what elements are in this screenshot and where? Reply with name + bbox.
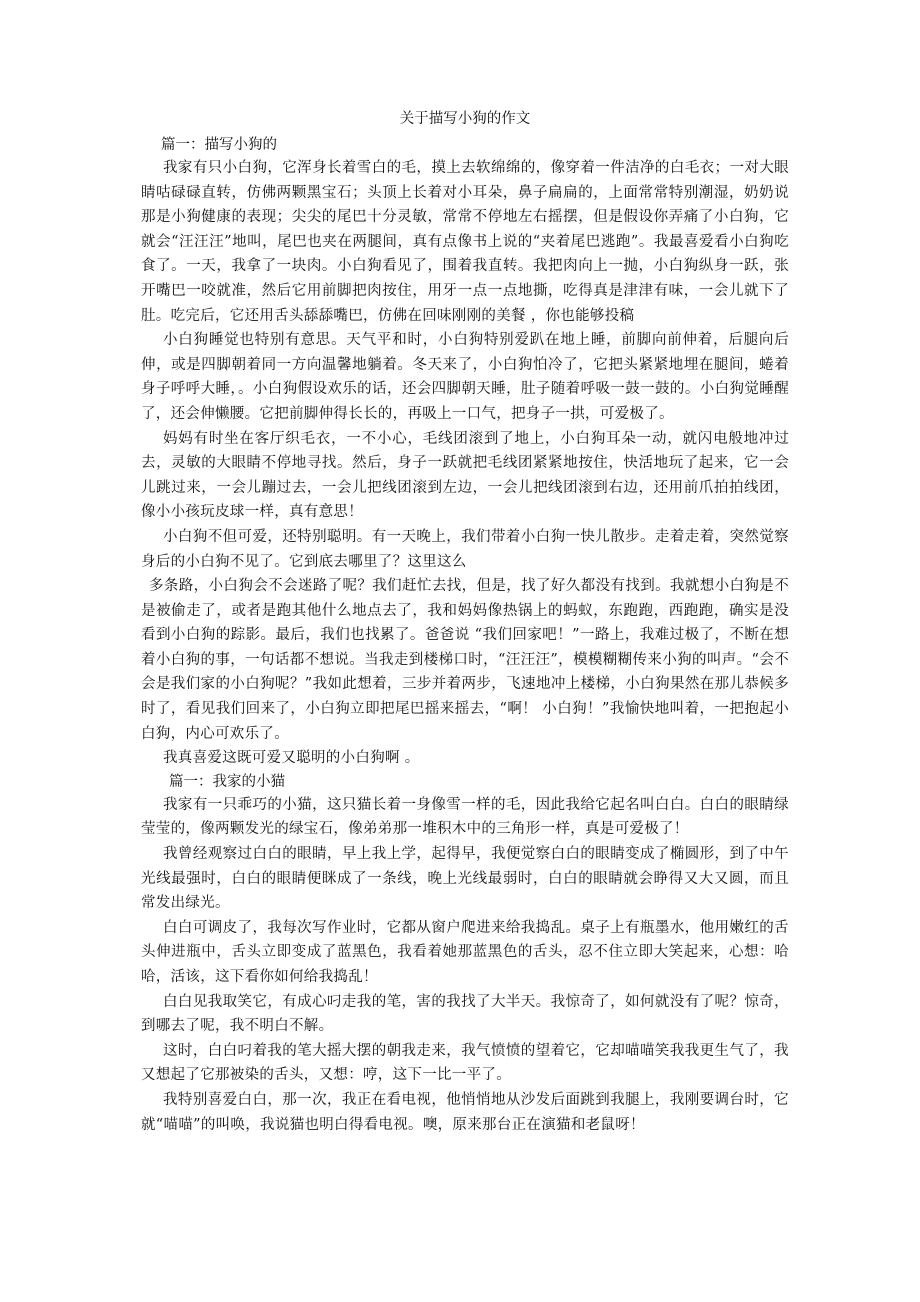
paragraph: 白白可调皮了，我每次写作业时，它都从窗户爬进来给我捣乱。桌子上有瓶墨水，他用嫩红的舌头伸进瓶中，舌头立即变成了蓝黑色，我看着她那蓝黑色的舌头，忍不住立即大笑起来，心想：哈哈，活该，这下看你如何给我捣乱！ bbox=[141, 919, 789, 985]
paragraph: 我家有只小白狗，它浑身长着雪白的毛，摸上去软绵绵的，像穿着一件洁净的白毛衣；一对大眼睛咕碌碌直转，仿佛两颗黑宝石；头顶上长着对小耳朵，鼻子扁扁的，上面常常特别潮湿，奶奶说那是小狗健康的表现；尖尖的尾巴十分灵敏，常常不停地左右摇摆，但是假设你弄痛了小白狗，它就会“汪汪汪”地叫，尾巴也夹在两腿间，真有点像书上说的“夹着尾巴逃跑”。我最喜爱看小白狗吃食了。一天，我拿了一块肉。小白狗看见了，围着我直转。我把肉向上一抛，小白狗纵身一跃，张开嘴巴一咬就准，然后它用前脚把肉按住，用牙一点一点地撕，吃得真是津津有味，一会儿就下了肚。吃完后，它还用舌头舔舔嘴巴，仿佛在回味刚刚的美餐 ，你也能够投稿 bbox=[141, 160, 789, 324]
document-title: 关于描写小狗的作文 bbox=[399, 111, 531, 127]
paragraph: 白白见我取笑它，有成心叼走我的笔，害的我找了大半天。我惊奇了，如何就没有了呢？惊奇，到哪去了呢，我不明白不解。 bbox=[141, 993, 789, 1035]
paragraph: 我特别喜爱白白，那一次，我正在看电视，他悄悄地从沙发后面跳到我腿上，我刚要调台时，它就“喵喵”的叫唤，我说猫也明白得看电视。噢，原来那台正在演猫和老鼠呀！ bbox=[141, 1091, 789, 1133]
paragraph: 小白狗不但可爱，还特别聪明。有一天晚上，我们带着小白狗一快儿散步。走着走着，突然觉察身后的小白狗不见了。它到底去哪里了？这里这么 bbox=[141, 528, 789, 570]
paragraph: 妈妈有时坐在客厅织毛衣，一不小心，毛线团滚到了地上，小白狗耳朵一动，就闪电般地冲过去，灵敏的大眼睛不停地寻找。然后，身子一跃就把毛线团紧紧地按住，快活地玩了起来，它一会儿跳过来，一会儿蹦过去，一会儿把线团滚到左边，一会儿把线团滚到右边，还用前爪拍拍线团，像小小孩玩皮球一样，真有意思！ bbox=[141, 430, 789, 521]
paragraph: 我真喜爱这既可爱又聪明的小白狗啊 。 bbox=[163, 750, 420, 767]
paragraph: 我曾经观察过白白的眼睛，早上我上学，起得早，我便觉察白白的眼睛变成了椭圆形，到了中午光线最强时，白白的眼睛便眯成了一条线，晚上光线最弱时，白白的眼睛就会睁得又大又圆，而且常发出绿光。 bbox=[141, 846, 789, 912]
paragraph: 这时，白白叼着我的笔大摇大摆的朝我走来，我气愤愤的望着它，它却喵喵笑我我更生气了，我又想起了它那被染的舌头，又想：哼，这下一比一平了。 bbox=[141, 1042, 789, 1084]
paragraph: 多条路，小白狗会不会迷路了呢？我们赶忙去找，但是，找了好久都没有找到。我就想小白狗是不是被偷走了，或者是跑其他什么地点去了，我和妈妈像热锅上的蚂蚁，东跑跑，西跑跑，确实是没看到小白狗的踪影。最后，我们也找累了。爸爸说 “我们回家吧！”一路上，我难过极了，不断在想着小白狗的事，一句话都不想说。当我走到楼梯口时，“汪汪汪”，模模糊糊传来小狗的叫声。“会不会是我们家的小白狗呢？”我如此想着，三步并着两步，飞速地冲上楼梯，小白狗果然在那儿恭候多时了，看见我们回来了，小白狗立即把尾巴摇来摇去，“啊！ 小白狗！”我愉快地叫着，一把抱起小白狗，内心可欢乐了。 bbox=[141, 578, 789, 742]
section-heading-dog: 篇一：描写小狗的 bbox=[161, 137, 277, 153]
paragraph: 我家有一只乖巧的小猫，这只猫长着一身像雪一样的毛，因此我给它起名叫白白。白白的眼睛绿莹莹的，像两颗发光的绿宝石，像弟弟那一堆积木中的三角形一样，真是可爱极了！ bbox=[141, 796, 789, 838]
section-heading-cat: 篇一：我家的小猫 bbox=[169, 773, 285, 790]
document-page bbox=[141, 108, 789, 1137]
paragraph: 小白狗睡觉也特别有意思。天气平和时，小白狗特别爱趴在地上睡，前脚向前伸着，后腿向后伸，或是四脚朝着同一方向温馨地躺着。冬天来了，小白狗怕冷了，它把头紧紧地埋在腿间，蜷着身子呼呼大睡，。小白狗假设欢乐的话，还会四脚朝天睡，肚子随着呼吸一鼓一鼓的。小白狗觉睡醒了，还会伸懒腰。它把前脚伸得长长的，再吸上一口气，把身子一拱，可爱极了。 bbox=[141, 332, 789, 422]
